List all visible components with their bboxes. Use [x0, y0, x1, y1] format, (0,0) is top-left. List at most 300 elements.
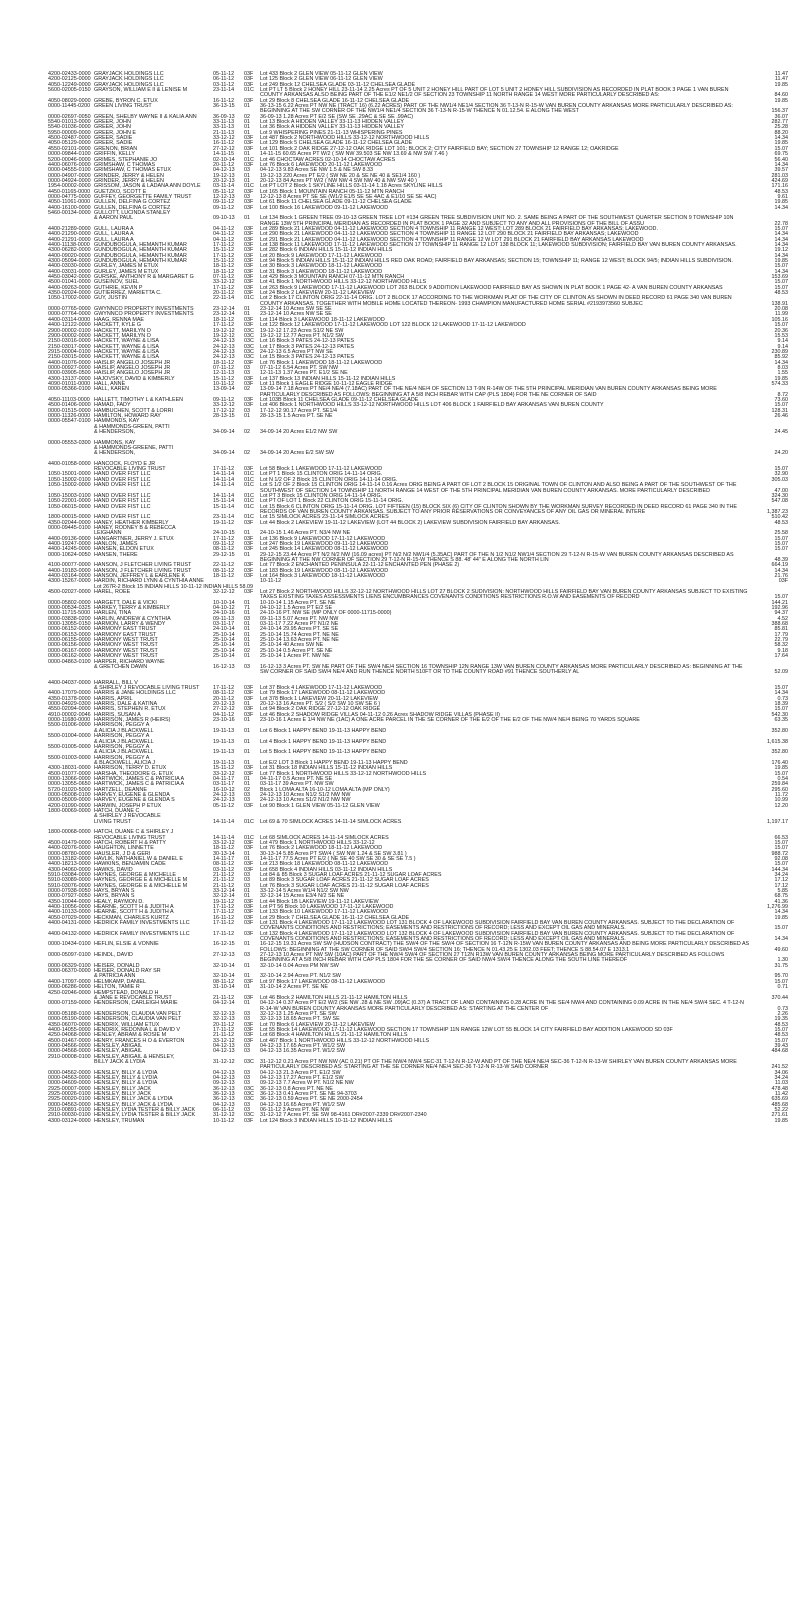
amount-due: 41.36: [774, 898, 788, 905]
tax-class: 03F: [244, 706, 254, 713]
tax-class: 01: [244, 717, 250, 724]
amount-due: 547.08: [771, 498, 788, 505]
tax-class: 03: [244, 877, 250, 884]
amount-due: 36.07: [774, 113, 788, 120]
owner-name: GUFFEY, GEORGETTE FAMILY TRUST: [94, 193, 192, 200]
parcel-number: 5540-01036-0000: [48, 124, 91, 131]
owner-name: & HENDERSON,: [94, 429, 136, 436]
legal-description: Lot 6 Block 1 HAPPY BEND 19-11-13 HAPPY BEND: [260, 727, 387, 734]
section-township-range: 31-12-12: [213, 1058, 235, 1065]
legal-description: Lot 29 Block 7 CHELSEA GLADE 16-11-12 CHELSEA GLADE: [260, 914, 410, 921]
amount-due: 95.70: [774, 973, 788, 980]
owner-name: HENSLEY, ABIGAIL: [94, 1042, 143, 1049]
legal-description: Lot 247 Block 19 LAKEWOOD 09-11-12 LAKEWOOD: [260, 540, 389, 547]
amount-due: 19.85: [774, 81, 788, 88]
owner-name: HAMMONDS, KAY: [94, 418, 140, 425]
owner-name: GURLEY, JAMES M ETUX: [94, 263, 159, 270]
tax-class: 03F: [244, 135, 254, 142]
parcel-number: 0000-08780-0000: [48, 850, 91, 857]
owner-name: HENSLEY, BILLY & LYDIA: [94, 1080, 158, 1087]
legal-description: 36-12-13 0.59 Acres PT. SE NE 2000-2454: [260, 1096, 363, 1103]
tax-class: 03C: [244, 354, 254, 361]
amount-due: 1,276.99: [767, 904, 788, 910]
owner-name: GULLEN, DELFINA G CORTEZ: [94, 199, 171, 206]
parcel-row: [48, 483, 788, 494]
section-township-range: 33-12-12: [213, 1037, 235, 1044]
section-township-range: 33-12-12: [213, 279, 235, 286]
parcel-number: 4400-21291-0000: [48, 236, 91, 243]
legal-description: 19-12-12 12.77 Acres PT. N1/2 SW: [260, 332, 344, 339]
tax-class: 03F: [244, 802, 254, 809]
amount-due: 14.34: [774, 161, 788, 168]
amount-due: 15.07: [774, 685, 788, 692]
amount-due: 15.07: [774, 145, 788, 152]
section-township-range: 06-11-12: [213, 1107, 235, 1114]
amount-due: 20.08: [774, 306, 788, 313]
section-township-range: 18-11-12: [213, 845, 235, 852]
owner-name: HAND OVER FIST LLC: [94, 503, 151, 510]
owner-name: GWYNNCO PROPERTY INVESTMENTS: [94, 311, 194, 318]
section-township-range: 31-10-14: [213, 984, 235, 991]
tax-class: 03F: [244, 909, 254, 916]
parcel-number: 4400-09136-0000: [48, 535, 91, 542]
tax-class: 03F: [244, 375, 254, 382]
owner-name: GRINDER, JERRY & HELEN: [94, 172, 164, 179]
amount-due: 295.60: [771, 786, 788, 793]
tax-class: 03F: [244, 562, 254, 569]
parcel-number: 4400-14055-0000: [48, 1026, 91, 1033]
tax-class: 01: [244, 413, 250, 419]
parcel-number: 4050-05129-0000: [48, 140, 91, 147]
amount-due: 22.79: [774, 637, 788, 644]
owner-name: HARRISON, PEGGY A: [94, 743, 150, 750]
tax-class: 03F: [244, 279, 254, 286]
owner-name: HANEY, RODNEY B & REBECCA: [94, 524, 176, 531]
legal-description: 24-10-14 29.95 Acres PT. SE SE: [260, 626, 339, 633]
owner-name: HEINDL, DAVID: [94, 952, 133, 959]
legal-description: Lot PT LT 5 Block 2 HONEY HILL 23-11-14 2.25 Acres PT OF 5 UNIT 2 HONEY HILL PART OF LOT 5 UNIT 2 HONEY HILL SUBDIVISION AS RECORDED IN PLAT BOOK 3 PAGE 1 VAN BUREN COUNTY ARKANSAS ALSO BEING PART OF THE E1/2 NE1/2 OF SECTION 23 TOWNSHIP 11 NORTH RANGE 14 WEST MORE PARTICULARLY DESCRIBED AS:: [260, 87, 729, 99]
parcel-number: 4550-02101-0000: [48, 145, 91, 152]
legal-description: 03-11-17 7.22 Acres PT N1/2 NE: [260, 621, 339, 628]
section-township-range: 16-12-15: [213, 941, 235, 948]
amount-due: 14.34: [774, 252, 788, 259]
section-township-range: 09-11-13: [213, 615, 235, 622]
section-township-range: 19-11-13: [213, 749, 235, 756]
tax-class: 03F: [244, 204, 254, 211]
parcel-number: 1050-15001-0000: [48, 471, 91, 478]
section-township-range: 23-12-14: [213, 306, 235, 313]
tax-class: 01: [244, 653, 250, 660]
tax-class: 01C: [244, 492, 254, 499]
parcel-number: 0000-04929-0300: [48, 701, 91, 708]
tax-class: 03F: [244, 1032, 254, 1039]
amount-due: 34.24: [774, 871, 788, 878]
owner-name: HEARNE, SCOTT H & JUDITH A: [94, 909, 174, 916]
legal-description: Lot 5 Block 1 HAPPY BEND 19-11-13 HAPPY BEND: [260, 749, 387, 756]
section-township-range: 17-11-12: [213, 535, 235, 542]
amount-due: 68.75: [774, 893, 788, 900]
amount-due: 15.07: [774, 978, 788, 985]
parcel-number: 2900-00002-0100: [48, 327, 91, 334]
legal-description: Lot 24 Block 2 LAKEVIEW 20-11-12 LAKEVIEW: [260, 290, 375, 297]
amount-due: 1,197.17: [767, 818, 788, 825]
tax-class: 01: [244, 727, 250, 734]
parcel-number: 5600-02005-0150: [48, 87, 91, 94]
parcel-number: 4400-01058-0000: [48, 460, 91, 467]
owner-name: HAWKINS, BENJAMIN CADE: [94, 861, 166, 868]
legal-description: 20-12-13 16 Acres PT. S/2 ( S/2 SW 10 SW SE 6 ): [260, 701, 381, 708]
parcel-number: 0000-06155-0000: [48, 637, 91, 644]
owner-name: HARRISON, PEGGY A: [94, 754, 150, 761]
owner-name: HARMONY WEST TRUST: [94, 653, 158, 660]
section-township-range: 17-11-12: [213, 930, 235, 937]
owner-name: HACKETT, WAYNE & LISA: [94, 348, 159, 355]
section-township-range: 09-11-12: [213, 204, 235, 211]
parcel-number: 2900-00002-0000: [48, 332, 91, 339]
owner-name: HANEY, HEATHER KIMBERLY: [94, 519, 169, 526]
tax-class: 01: [244, 631, 250, 638]
tax-class: 03F: [244, 690, 254, 697]
parcel-number: 1954-00002-0000: [48, 183, 91, 190]
amount-due: 282.77: [771, 119, 788, 126]
owner-name: & PATRICIA ANN: [94, 973, 136, 980]
tax-class: 03F: [244, 711, 254, 718]
legal-description: Lot 68 SIMLOCK ACRES 14-11-14 SIMLOCK ACRES: [260, 834, 389, 841]
tax-class: 01C: [244, 503, 254, 510]
owner-name: HAUSLER, J D & GERI: [94, 850, 151, 857]
legal-description: Lot 44 Block 1B LAKEVIEW 19-11-12 LAKEVIEW: [260, 898, 379, 905]
legal-description: Lot 100 Block 16 LAKEWOOD 09-11-12 LAKEWOOD: [260, 204, 389, 211]
section-township-range: 08-11-12: [213, 567, 235, 574]
tax-class: 01: [244, 124, 250, 131]
owner-name: & ALICIA J BLACKWELL: [94, 749, 154, 756]
amount-due: 14.34: [774, 204, 788, 211]
amount-due: 88.20: [774, 129, 788, 136]
owner-name: HEARNE, SCOTT H & JUDITH A: [94, 904, 174, 910]
owner-name: HACKETT, WAYNE & LISA: [94, 343, 159, 350]
owner-name: HAYNES, GEORGE E & MICHELLE M: [94, 877, 188, 884]
amount-due: 15.07: [774, 402, 788, 409]
owner-name: HENSLEY, BILLY JACK: [94, 1085, 151, 1092]
amount-due: 85.92: [774, 354, 788, 361]
owner-name: GUTIERREZ, MARIETTA C.: [94, 290, 162, 297]
section-township-range: 25-10-14: [213, 653, 235, 660]
section-township-range: 18-11-12: [213, 263, 235, 270]
amount-due: 9.18: [777, 647, 788, 654]
section-township-range: 19-12-13: [213, 172, 235, 179]
parcel-number: 4100-00077-0000: [48, 562, 91, 569]
amount-due: 31.75: [774, 962, 788, 969]
section-township-range: 25-10-14: [213, 637, 235, 644]
legal-description: 04-12-13 16.35 Acres PT. W1/2 SW: [260, 1048, 346, 1055]
amount-due: 14.34: [774, 231, 788, 238]
owner-name: HARRISON, JAMES R (HEIRS): [94, 717, 171, 724]
parcel-number: 2915-00004-0100: [48, 348, 91, 355]
legal-description: 12-11-13 1.37 Acres PT. E1/2 SE NE: [260, 370, 348, 377]
tax-class: 01: [244, 103, 250, 110]
legal-description: 32-12-13 1.25 Acres PT. SE SW: [260, 1010, 337, 1017]
legal-description: Lot PT LOT 2 Block 1 SKYLINE HILLS 03-11-14 1.18 Acres SKYLINE HILLS: [260, 183, 443, 190]
amount-due: 48.53: [774, 1032, 788, 1039]
parcel-row: [48, 1060, 788, 1071]
tax-class: 01: [244, 941, 250, 948]
amount-due: 17.64: [774, 653, 788, 660]
parcel-number: 4300-04060-0000: [48, 866, 91, 873]
legal-description: Lot 58 Block 1 LAKEWOOD 17-11-12 LAKEWOOD: [260, 466, 383, 473]
section-township-range: 25-10-14: [213, 642, 235, 649]
parcel-number: 4500-02027-0000: [48, 589, 91, 596]
tax-class: 01: [244, 311, 250, 318]
owner-name: GREER, JOHN: [94, 119, 131, 126]
tax-class: 01: [244, 637, 250, 644]
owner-name: HARRISON, TERRY D. ETUX: [94, 765, 167, 772]
tax-class: 03F: [244, 402, 254, 409]
parcel-number: 0000-04609-0000: [48, 1080, 91, 1087]
owner-name: GREBE, BYRON C. ETUX: [94, 97, 158, 104]
tax-class: 03: [244, 791, 250, 798]
section-township-range: 14-11-14: [213, 482, 235, 489]
amount-due: 5.85: [777, 887, 788, 894]
parcel-number: 4200-02433-0000: [48, 71, 91, 77]
parcel-row: [48, 505, 788, 516]
parcel-number: 1800-00015-0000: [48, 514, 91, 521]
tax-class: 03F: [244, 145, 254, 152]
section-township-range: 04-11-17: [213, 775, 235, 782]
section-township-range: 17-11-12: [213, 904, 235, 910]
owner-name: GULL, LAURA A: [94, 231, 134, 238]
section-township-range: 04-11-12: [213, 711, 235, 718]
legal-description: Lot 124 Block 3 INDIAN HILLS 10-11-12 INDIAN HILLS: [260, 1117, 393, 1124]
owner-name: HAMMONS, KAY: [94, 439, 136, 446]
owner-name: HACKETT, MARILYN O: [94, 332, 151, 339]
legal-description: 25-10-14 1 Acres PT. NW NE: [260, 653, 330, 660]
owner-name: & JANE E REVOCABLE TRUST: [94, 994, 172, 1001]
tax-class: 03F: [244, 247, 254, 254]
amount-due: 15.07: [774, 861, 788, 868]
parcel-number: 5910-03089-0000: [48, 877, 91, 884]
parcel-number: 0000-07938-0050: [48, 887, 91, 894]
section-township-range: 25-10-14: [213, 631, 235, 638]
tax-class: 01: [244, 551, 250, 558]
owner-name: & SHIRLEY J REVOCABLE LIVING TRUST: [94, 685, 200, 692]
tax-class: 01C: [244, 156, 254, 163]
tax-class: 01: [244, 855, 250, 862]
section-township-range: 12-11-13: [213, 370, 235, 377]
legal-description: 09-11-13 5.07 Acres PT. NW NW: [260, 615, 339, 622]
legal-description: Lot 76 Block 2 LAKEWOOD 18-11-12 LAKEWOOD: [260, 845, 383, 852]
legal-description: Lot 406 Block 1 NORTHWOOD HILLS 33-12-12 NORTHWOOD HILLS LOT 406 BLOCK 1 FAIRFIELD BAY ARKANSAS VAN BUREN COUNTY: [260, 402, 604, 409]
parcel-number: 4090-01011-0000: [48, 380, 91, 387]
parcel-number: 4910-00002-0046: [48, 711, 91, 718]
section-township-range: 04-12-13: [213, 167, 235, 174]
parcel-number: 5910-03076-0000: [48, 882, 91, 889]
tax-class: 03F: [244, 231, 254, 238]
amount-due: 19.85: [774, 375, 788, 382]
legal-description: Lot 68 Block 4 HAMILTON HILLS 21-11-12 HAMILTON HILLS: [260, 1032, 408, 1039]
amount-due: 144.34: [771, 866, 788, 873]
amount-due: 574.33: [771, 380, 788, 387]
parcel-number: 4300-06282-0000: [48, 247, 91, 254]
tax-class: 71: [244, 605, 250, 612]
parcel-number: 0000-04555-0100: [48, 167, 91, 174]
parcel-number: 4350-10044-0000: [48, 898, 91, 905]
amount-due: 73.60: [774, 396, 788, 403]
legal-description: 16-12-15 19.31 Acres SW SW (HUDSON CONTRACT) THE SW/4 OF THE SW/4 OF SECTION 16 T-12N R-15W VAN BUREN COUNTY ARKANSAS AND BEING MORE PARTICULARLY DESCRIBED AS FOLLOWS: BEGINNING AT THE SW CORNER OF SAID SW/4 SW/4 SECTION 16; THENCE N 01.43.25 E 1302.03 FEET; THENCE S 88.54.07 E 1313.1: [260, 941, 750, 953]
amount-due: 14.34: [774, 268, 788, 275]
legal-description: Lot 433 Block 2 GLEN VIEW 05-11-12 GLEN VIEW: [260, 71, 383, 77]
amount-due: 20.36: [774, 327, 788, 334]
owner-name: HACKETT, WAYNE & LISA: [94, 338, 159, 345]
tax-class: 01: [244, 893, 250, 900]
parcel-number: 0000-04563-0000: [48, 1075, 91, 1081]
parcel-number: 4400-04131-0000: [48, 920, 91, 927]
owner-name: GURLEY, JAMES M ETUX: [94, 268, 159, 275]
owner-name: HAMAD, FADY: [94, 402, 131, 409]
tax-class: 03F: [244, 519, 254, 526]
owner-name: HAUGHTON, LINNETTE: [94, 845, 154, 852]
amount-due: 14.34: [774, 909, 788, 916]
amount-due: 484.68: [771, 1048, 788, 1055]
tax-class: 03F: [244, 274, 254, 281]
parcel-number: 4400-19247-0000: [48, 540, 91, 547]
tax-class: 03C: [244, 338, 254, 345]
parcel-number: 5460-00134-0000: [48, 209, 91, 216]
owner-name: GRAYJACK HOLDINGS LLC: [94, 76, 164, 83]
legal-description: Lot 164 Block 3 LAKEWOOD 18-11-12 LAKEWOOD: [260, 573, 386, 579]
legal-description: 14-11-17 77.5 Acres PT E/2 ( NE SE 40 SW SE 30 & SE SE 7.5 ): [260, 855, 416, 862]
parcel-number: 0000-00534-0325: [48, 605, 91, 612]
tax-class: 03F: [244, 268, 254, 275]
section-township-range: 15-11-12: [213, 765, 235, 772]
amount-due: 92.08: [774, 855, 788, 862]
parcel-number: 4300-18031-0000: [48, 765, 91, 772]
section-township-range: 17-11-12: [213, 1026, 235, 1033]
owner-name: HAND OVER FIST LLC: [94, 492, 151, 499]
legal-description: 32-10-14 0.04 Acres PM NW SW: [260, 962, 339, 969]
section-township-range: 04-11-12: [213, 231, 235, 238]
amount-due: 39.57: [774, 167, 788, 174]
tax-class: 01: [244, 151, 250, 158]
parcel-number: 0000-06167-0000: [48, 647, 91, 654]
legal-description: Lot 16 Block 3 PATES 24-12-13 PATES: [260, 338, 354, 345]
parcel-number: 0000-10624-0050: [48, 551, 91, 558]
amount-due: 156.37: [771, 108, 788, 115]
owner-name: & AARON PAUL: [94, 215, 134, 222]
owner-name: HARRIS & JANE HOLDINGS LLC: [94, 690, 176, 697]
section-township-range: 14-11-14: [213, 492, 235, 499]
section-township-range: 09-10-13: [213, 215, 235, 222]
parcel-number: 4500-01077-0000: [48, 770, 91, 777]
parcel-number: 4400-04132-0000: [48, 930, 91, 937]
owner-name: HENDERSON, CLAUDIA VAN PELT: [94, 1016, 182, 1023]
legal-description: Lot 77 Block 2 ENCHANTED PENINSULA 22-11-12 ENCHANTED PEN (PHASE 2): [260, 562, 460, 569]
section-township-range: 04-11-12: [213, 225, 235, 232]
amount-due: 52.09: [774, 669, 788, 676]
amount-due: 9.61: [777, 193, 788, 200]
owner-name: HAND OVER FIST LLC: [94, 482, 151, 489]
tax-class: 01C: [244, 183, 254, 190]
legal-description: Lot PT 56 Block 10 LAKEWOOD 17-11-12 LAKEWOOD: [260, 904, 394, 910]
amount-due: 15.07: [774, 1026, 788, 1033]
parcel-number: 0000-05009-0000: [48, 797, 91, 804]
owner-name: & HENDERSON,: [94, 450, 136, 457]
section-township-range: 03-11-14: [213, 183, 235, 190]
section-township-range: 04-12-13: [213, 1048, 235, 1055]
amount-due: 19.85: [774, 914, 788, 921]
legal-description: 14-11-15 60.65 Acres PT W/2 ( SW NW 39.503 SE NW 13.69 & NW SW 7.46 ): [260, 151, 448, 158]
section-township-range: 07-11-12: [213, 364, 235, 371]
owner-name: HARLEN, TINA: [94, 610, 132, 617]
tax-class: 03F: [244, 1021, 254, 1028]
owner-name: HARSHA, THEODORE G. ETUX: [94, 770, 173, 777]
tax-class: 03F: [244, 914, 254, 921]
amount-due: 271.61: [771, 1112, 788, 1119]
parcel-number: 1050-15002-0100: [48, 476, 91, 483]
amount-due: 15.07: [774, 925, 788, 932]
owner-name: GUY, JUSTIN: [94, 295, 127, 302]
tax-class: 03F: [244, 546, 254, 553]
legal-description: 31-12-12 0.21 Acres PT NW NW (AC 0.21) PT OF THE NW/4 NW/4 SEC-31 T-12-N R-12-W AND PT OF THE NE/4 NE/4 SEC-36 T-12-N R-13-W SHIRLEY VAN BUREN COUNTY ARKANSAS MORE PARTICULARLY DESCRIBED AS: STARTING AT THE SE CORNER NE/4 NE/4 SEC-36 T-12-N R-13-W SAID CORNER: [260, 1058, 737, 1071]
owner-name: HARRISON, PEGGY A: [94, 722, 150, 729]
tax-class: 03F: [244, 845, 254, 852]
owner-name: GRINDER, JERRY & HELEN: [94, 177, 164, 184]
amount-due: 69.75: [774, 151, 788, 158]
legal-description: Lot 378 Block 1 LAKEVIEW 20-11-12 LAKEVIEW: [260, 695, 378, 702]
section-township-range: 09-12-13: [213, 1080, 235, 1087]
section-township-range: 28-13-15: [213, 413, 235, 419]
tax-class: 03C: [244, 343, 254, 350]
section-township-range: 23-12-14: [213, 311, 235, 318]
tax-class: 03: [244, 364, 250, 371]
parcel-number: 4400-17097-0000: [48, 978, 91, 985]
parcel-number: 0000-02697-0050: [48, 113, 91, 120]
parcel-number: 5500-01006-0000: [48, 722, 91, 729]
tax-class: 01: [244, 701, 250, 708]
tax-class: 03F: [244, 290, 254, 297]
amount-due: 664.19: [771, 562, 788, 569]
section-township-range: 04-12-13: [213, 1069, 235, 1076]
legal-description: Lot 31 Block 3 LAKEWOOD 18-11-12 LAKEWOOD: [260, 268, 383, 275]
parcel-number: 5500-01005-0000: [48, 743, 91, 750]
owner-name: HARTWICK, JAMES C & PATRICIA A: [94, 775, 185, 782]
parcel-number: 4200-01090-0000: [48, 802, 91, 809]
section-township-range: 22-11-14: [213, 295, 235, 302]
legal-description: Lot 479 Block 1 NORTHWOOD HILLS 33-12-12: [260, 839, 375, 846]
parcel-number: 0000-04568-0000: [48, 1048, 91, 1055]
owner-name: HAISLIP, ANGELO JOSEPH JR: [94, 359, 171, 366]
section-township-range: 18-11-12: [213, 316, 235, 323]
amount-due: 48.39: [774, 556, 788, 563]
legal-description: 32-12-13 18.65 Acres PT. SW SE: [260, 1016, 340, 1023]
section-township-range: 15-11-14: [213, 503, 235, 510]
owner-name: HARPER, RICHARD WAYNE: [94, 658, 165, 665]
owner-name: REVOCABLE LIVING TRUST: [94, 834, 166, 841]
parcel-number: 5910-03084-0000: [48, 871, 91, 878]
section-township-range: 24-10-15: [213, 530, 235, 537]
tax-class: 03F: [244, 1117, 254, 1124]
parcel-list: [48, 72, 788, 1124]
parcel-number: 4200-02125-0000: [48, 76, 91, 83]
legal-description: Lot N 1/2 OF 2 Block 15 CLINTON ORIG 14-11-14 ORIG.: [260, 476, 398, 483]
tax-class: 03F: [244, 567, 254, 574]
owner-name: HAND OVER FIST LLC: [94, 476, 151, 483]
owner-name: HAMBUCHEN, SCOTT & LORRI: [94, 407, 173, 414]
parcel-number: 4450-01165-0000: [48, 188, 91, 195]
owner-name: HEDRICK FAMILY INVESTMENTS LLC: [94, 920, 190, 927]
parcel-number: 4250-02046-0000: [48, 989, 91, 996]
section-township-range: 24-12-13: [213, 338, 235, 345]
legal-description: Lot 165 Block 1 MOUNTAIN RANCH 05-11-12 MTN RANCH: [260, 188, 405, 195]
